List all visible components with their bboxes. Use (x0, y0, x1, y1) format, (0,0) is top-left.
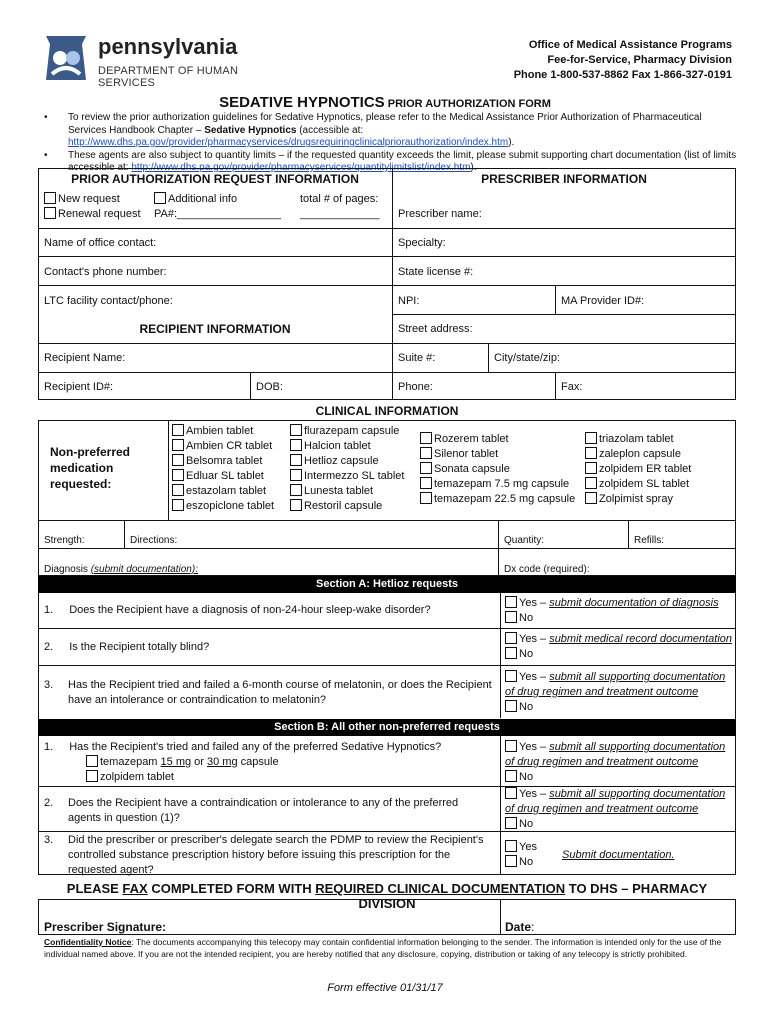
med-label: eszopiclone tablet (186, 500, 275, 512)
prescriber-phone-field[interactable]: Phone: (398, 381, 433, 393)
renewal-request-checkbox[interactable] (44, 207, 56, 219)
med-checkbox[interactable] (172, 499, 184, 511)
yes-checkbox[interactable] (505, 596, 517, 608)
section-b-q3-no[interactable] (505, 855, 533, 870)
section-b-q2-yes[interactable] (505, 787, 733, 817)
form-title-main: SEDATIVE HYPNOTICS (219, 94, 385, 111)
new-request-label: New request (58, 193, 120, 205)
section-b-q3-yes[interactable] (505, 840, 537, 855)
med-checkbox[interactable] (420, 447, 432, 459)
med-checkbox[interactable] (420, 432, 432, 444)
q-number: 3. (44, 679, 54, 691)
bullet-dot-icon: • (44, 112, 48, 123)
med-checkbox[interactable] (290, 424, 302, 436)
keystone-icon (40, 34, 92, 82)
opt-text: 30 mg (207, 756, 238, 768)
pa-number-field[interactable]: PA#:_________________ (154, 208, 282, 220)
med-checkbox[interactable] (585, 447, 597, 459)
opt-text: temazepam (100, 756, 161, 768)
med-option[interactable] (420, 477, 575, 492)
fax-text: COMPLETED FORM WITH (147, 881, 316, 896)
med-label: Rozerem tablet (434, 433, 509, 445)
med-checkbox[interactable] (172, 424, 184, 436)
q-number: 1. (44, 604, 54, 616)
guidelines-link[interactable]: http://www.dhs.pa.gov/provider/pharmacyservices/drugsrequiringclinicalpriorauthorization/index.htm (68, 137, 509, 148)
q-number: 2. (44, 797, 54, 809)
yes-label: Yes – (519, 788, 550, 800)
med-option[interactable] (172, 484, 274, 499)
prescriber-fax-field[interactable]: Fax: (561, 381, 583, 393)
nonpreferred-label: Non-preferred medication requested: (50, 445, 131, 491)
yes-note: submit all supporting documentation of drug regimen and treatment outcome (505, 788, 726, 815)
temazepam-option[interactable] (86, 755, 279, 770)
no-label: No (519, 612, 534, 624)
med-label: Zolpimist spray (599, 493, 673, 505)
prescriber-name-field[interactable]: Prescriber name: (398, 208, 482, 220)
med-checkbox[interactable] (420, 477, 432, 489)
strength-field[interactable]: Strength: (44, 535, 85, 546)
contact-phone-field[interactable]: Contact's phone number: (44, 266, 167, 278)
section-a-q2-no[interactable] (505, 647, 533, 662)
med-option[interactable] (172, 439, 274, 454)
opt-text: zolpidem tablet (100, 771, 174, 783)
med-label: zolpidem ER tablet (599, 463, 692, 475)
med-option[interactable] (420, 447, 575, 462)
yes-checkbox[interactable] (505, 670, 517, 682)
no-checkbox[interactable] (505, 855, 517, 867)
yes-note: submit all supporting documentation of drug regimen and treatment outcome (505, 741, 726, 768)
quantity-field[interactable]: Quantity: (504, 535, 545, 546)
additional-info-option[interactable] (154, 192, 237, 207)
med-col-2 (290, 424, 404, 514)
med-label: Belsomra tablet (186, 455, 263, 467)
med-checkbox[interactable] (290, 439, 302, 451)
form-title-sub: PRIOR AUTHORIZATION FORM (384, 98, 551, 110)
renewal-request-option[interactable] (44, 207, 141, 222)
bullet-1-mid: (accessible at: (296, 124, 364, 136)
med-label: Restoril capsule (304, 500, 383, 512)
med-col-4 (585, 432, 691, 507)
section-b-q1-no[interactable] (505, 770, 533, 785)
yes-checkbox[interactable] (505, 632, 517, 644)
office-line1: Office of Medical Assistance Programs (528, 39, 732, 51)
med-option[interactable] (172, 499, 274, 514)
ltc-contact-field[interactable]: LTC facility contact/phone: (44, 295, 173, 307)
med-checkbox[interactable] (290, 469, 302, 481)
med-option[interactable] (420, 432, 575, 447)
prescriber-signature-field[interactable]: Prescriber Signature: (44, 920, 167, 934)
med-label: Sonata capsule (434, 463, 510, 475)
logo-dept: DEPARTMENT OF HUMAN SERVICES (98, 65, 239, 89)
q-text: Has the Recipient tried and failed a 6-month course of melatonin, or does the Recipient have an intolerance or contraindication to melatonin? (68, 679, 492, 706)
no-label: No (519, 818, 534, 830)
state-license-field[interactable]: State license #: (398, 266, 474, 278)
no-checkbox[interactable] (505, 770, 517, 782)
yes-note: submit medical record documentation (549, 633, 732, 645)
med-option[interactable] (585, 432, 691, 447)
logo-name: pennsylvania (98, 34, 238, 59)
section-b-q1 (44, 740, 441, 755)
specialty-field[interactable]: Specialty: (398, 237, 446, 249)
med-label: Edluar SL tablet (186, 470, 264, 482)
q-text: Did the prescriber or prescriber's delegate search the PDMP to review the Recipient's controlled substance prescription history before issuing this prescription for the requested agent? (68, 834, 484, 876)
yes-label: Yes – (519, 741, 550, 753)
q-number: 2. (44, 641, 54, 653)
med-col-1 (172, 424, 274, 514)
confidentiality-text: : The documents accompanying this telecopy may contain confidential information belonging to the sender. The information is intended only for the use of the individual named above. If you are not the intended recipient, you are hereby notified that any disclosure, copying, distribution or taking of any telecopy is strictly prohibited. (44, 937, 722, 959)
med-option[interactable] (290, 499, 404, 514)
confidentiality-notice (44, 936, 734, 960)
section-b-q3 (44, 833, 494, 878)
med-label: Ambien CR tablet (186, 440, 273, 452)
no-label: No (519, 771, 534, 783)
med-option[interactable] (290, 469, 404, 484)
q-text: Does the Recipient have a diagnosis of non-24-hour sleep-wake disorder? (69, 604, 431, 616)
med-option[interactable] (585, 492, 691, 507)
no-checkbox[interactable] (505, 647, 517, 659)
yes-note: submit documentation of diagnosis (549, 597, 719, 609)
med-option[interactable] (585, 447, 691, 462)
street-address-field[interactable]: Street address: (398, 323, 473, 335)
yes-label: Yes (519, 841, 537, 853)
yes-label: Yes – (519, 597, 550, 609)
no-checkbox[interactable] (505, 817, 517, 829)
med-checkbox[interactable] (290, 454, 302, 466)
fax-text: FAX (122, 881, 148, 896)
opt-text: capsule (237, 756, 279, 768)
npi-field[interactable]: NPI: (398, 295, 420, 307)
med-checkbox[interactable] (172, 484, 184, 496)
section-b-q1-yes[interactable] (505, 740, 733, 770)
med-label: triazolam tablet (599, 433, 674, 445)
med-col-3 (420, 432, 575, 507)
section-a-q2 (44, 640, 209, 655)
total-pages-label: total # of pages: (300, 193, 379, 205)
yes-checkbox[interactable] (505, 740, 517, 752)
office-line3: Phone 1-800-537-8862 Fax 1-866-327-0191 (513, 69, 732, 81)
med-option[interactable] (290, 439, 404, 454)
quantity-limits-link[interactable]: http://www.dhs.pa.gov/provider/pharmacyservices/quantitylimitslist/index.htm (131, 162, 471, 173)
med-option[interactable] (290, 424, 404, 439)
recipient-name-field[interactable]: Recipient Name: (44, 352, 126, 364)
no-label: No (519, 856, 534, 868)
section-a-q3-no[interactable] (505, 700, 533, 715)
zolpidem-checkbox[interactable] (86, 770, 98, 782)
med-checkbox[interactable] (585, 432, 597, 444)
date-field[interactable]: Date: (505, 920, 535, 934)
recipient-header: RECIPIENT INFORMATION (139, 322, 291, 336)
section-a-q1-yes[interactable] (505, 596, 719, 611)
opt-text: or (191, 756, 208, 768)
med-option[interactable] (420, 492, 575, 507)
info-table (38, 168, 736, 400)
ma-provider-id-field[interactable]: MA Provider ID#: (561, 295, 645, 307)
zolpidem-option[interactable] (86, 770, 174, 785)
recipient-id-field[interactable]: Recipient ID#: (44, 381, 114, 393)
yes-note: submit all supporting documentation of drug regimen and treatment outcome (505, 671, 726, 698)
q-number: 3. (44, 834, 54, 846)
med-label: zolpidem SL tablet (599, 478, 690, 490)
section-a-q3-yes[interactable] (505, 670, 733, 700)
med-label: Halcion tablet (304, 440, 371, 452)
dhs-logo (40, 34, 280, 89)
diagnosis-label: Diagnosis (44, 564, 91, 575)
new-request-checkbox[interactable] (44, 192, 56, 204)
med-option[interactable] (290, 454, 404, 469)
city-state-zip-field[interactable]: City/state/zip: (494, 352, 561, 364)
med-label: Ambien tablet (186, 425, 254, 437)
fax-text: TO DHS – PHARMACY DIVISION (358, 881, 708, 911)
renewal-request-label: Renewal request (58, 208, 141, 220)
diagnosis-field[interactable] (44, 564, 198, 575)
dob-field[interactable]: DOB: (256, 381, 283, 393)
prescriber-header: PRESCRIBER INFORMATION (481, 172, 647, 186)
no-checkbox[interactable] (505, 611, 517, 623)
date-label: Date (505, 920, 532, 934)
med-checkbox[interactable] (290, 499, 302, 511)
section-b-header: Section B: All other non-preferred requests (38, 719, 736, 736)
bullet-1-text: To review the prior authorization guidelines for Sedative Hypnotics, please refer to the Medical Assistance Prior Authorization of Pharmaceutical Services Handbook Chapter – (68, 112, 702, 136)
directions-field[interactable]: Directions: (130, 535, 178, 546)
q-text: Is the Recipient totally blind? (69, 641, 210, 653)
yes-checkbox[interactable] (505, 787, 517, 799)
med-option[interactable] (420, 462, 575, 477)
refills-field[interactable]: Refills: (634, 535, 665, 546)
med-label: temazepam 22.5 mg capsule (434, 493, 576, 505)
med-checkbox[interactable] (585, 492, 597, 504)
confidentiality-label: Confidentiality Notice (44, 937, 132, 947)
yes-label: Yes – (519, 633, 550, 645)
med-label: Intermezzo SL tablet (304, 470, 405, 482)
med-option[interactable] (585, 477, 691, 492)
form-effective-date: Form effective 01/31/17 (327, 982, 443, 994)
section-a-q1 (44, 603, 431, 618)
med-option[interactable] (172, 454, 274, 469)
section-a-q1-no[interactable] (505, 611, 533, 626)
form-title (0, 94, 770, 111)
q-text: Does the Recipient have a contraindication or intolerance to any of the preferred agents in question (1)? (68, 797, 459, 824)
temazepam-checkbox[interactable] (86, 755, 98, 767)
total-pages-field[interactable]: _____________ (300, 208, 380, 220)
fax-text: REQUIRED CLINICAL DOCUMENTATION (315, 881, 566, 896)
no-label: No (519, 648, 534, 660)
med-checkbox[interactable] (585, 477, 597, 489)
med-option[interactable] (290, 484, 404, 499)
office-line2: Fee-for-Service, Pharmacy Division (547, 54, 732, 66)
office-info (514, 38, 732, 83)
no-checkbox[interactable] (505, 700, 517, 712)
bullet-1-bold: Sedative Hypnotics (204, 124, 297, 136)
med-checkbox[interactable] (420, 492, 432, 504)
med-option[interactable] (172, 469, 274, 484)
no-label: No (519, 701, 534, 713)
bullet-2-end: ). (470, 162, 477, 173)
yes-label: Yes – (519, 671, 550, 683)
bullet-1 (40, 112, 740, 150)
med-label: Lunesta tablet (304, 485, 374, 497)
clinical-header: CLINICAL INFORMATION (315, 404, 459, 418)
diagnosis-note: (submit documentation): (90, 564, 198, 575)
bullet-dot-icon: • (44, 149, 48, 161)
dx-code-field[interactable]: Dx code (required): (504, 564, 590, 575)
q-number: 1. (44, 741, 54, 753)
med-checkbox[interactable] (290, 484, 302, 496)
additional-info-label: Additional info (168, 193, 238, 205)
med-checkbox[interactable] (172, 469, 184, 481)
q-text: Has the Recipient's tried and failed any of the preferred Sedative Hypnotics? (69, 741, 442, 753)
opt-text: 15 mg (160, 756, 192, 768)
med-checkbox[interactable] (585, 462, 597, 474)
section-a-q3 (44, 678, 494, 708)
section-b-q2 (44, 796, 494, 826)
section-b-q3-note: Submit documentation. (562, 849, 675, 861)
med-label: Hetlioz capsule (304, 455, 379, 467)
med-checkbox[interactable] (420, 462, 432, 474)
med-label: zaleplon capsule (599, 448, 681, 460)
section-a-q2-yes[interactable] (505, 632, 732, 647)
bullet-2-text: These agents are also subject to quantity limits – if the requested quantity exceeds the limit, please submit supporting chart documentation (list of limits accessible at: (68, 149, 737, 173)
additional-info-checkbox[interactable] (154, 192, 166, 204)
med-label: flurazepam capsule (304, 425, 400, 437)
med-checkbox[interactable] (172, 439, 184, 451)
pa-header: PRIOR AUTHORIZATION REQUEST INFORMATION (71, 172, 359, 186)
med-option[interactable] (585, 462, 691, 477)
fax-text: PLEASE (66, 881, 123, 896)
med-label: temazepam 7.5 mg capsule (434, 478, 570, 490)
new-request-option[interactable] (44, 192, 120, 207)
yes-checkbox[interactable] (505, 840, 517, 852)
instructions (40, 112, 740, 175)
bullet-1-end: ). (508, 137, 515, 148)
section-b-q2-no[interactable] (505, 817, 533, 832)
section-a-header: Section A: Hetlioz requests (38, 576, 736, 593)
office-contact-field[interactable]: Name of office contact: (44, 237, 157, 249)
suite-field[interactable]: Suite #: (398, 352, 436, 364)
med-label: estazolam tablet (186, 485, 267, 497)
med-checkbox[interactable] (172, 454, 184, 466)
med-option[interactable] (172, 424, 274, 439)
med-label: Silenor tablet (434, 448, 499, 460)
